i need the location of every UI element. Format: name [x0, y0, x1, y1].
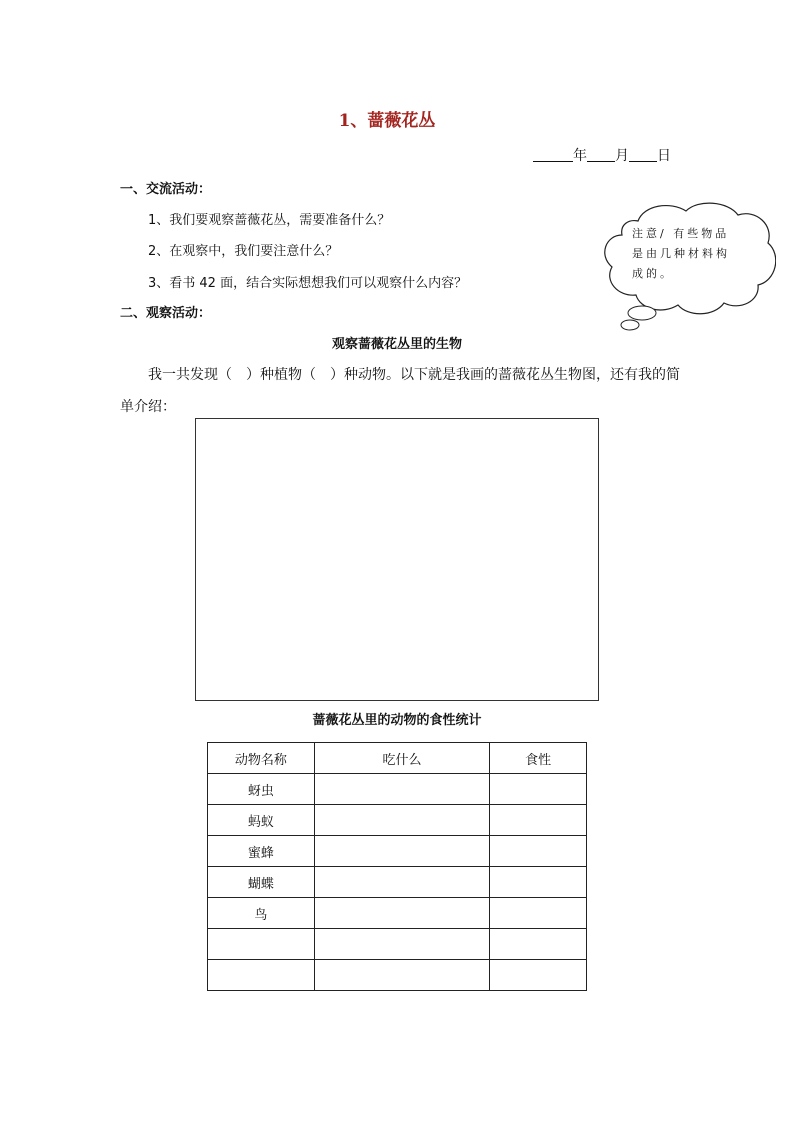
- section1-heading: 一、交流活动：: [120, 182, 212, 197]
- diet-table: [207, 742, 587, 991]
- food-cell[interactable]: [314, 836, 490, 867]
- food-cell[interactable]: [314, 898, 490, 929]
- diet-cell[interactable]: [490, 836, 587, 867]
- animal-cell[interactable]: [208, 960, 315, 991]
- day-label: 日: [657, 148, 671, 164]
- food-cell[interactable]: [314, 960, 490, 991]
- diet-cell[interactable]: [490, 774, 587, 805]
- table-row: [208, 836, 587, 867]
- diet-cell[interactable]: [490, 805, 587, 836]
- question-2: 2、在观察中，我们要注意什么？: [148, 244, 339, 259]
- diet-cell[interactable]: [490, 867, 587, 898]
- intro-line-2: 单介绍：: [120, 399, 176, 415]
- year-blank[interactable]: [533, 147, 573, 162]
- diet-cell[interactable]: [490, 960, 587, 991]
- year-label: 年: [573, 148, 587, 164]
- diet-cell[interactable]: [490, 929, 587, 960]
- observe-subtitle: 观察蔷薇花丛里的生物: [331, 337, 462, 352]
- food-cell[interactable]: [314, 929, 490, 960]
- animal-cell[interactable]: [208, 929, 315, 960]
- month-blank[interactable]: [587, 147, 615, 162]
- animal-cell: 蜜蜂: [208, 836, 315, 867]
- header-diet: 食性: [490, 743, 587, 774]
- note-text: 注意/ 有些物品是由几种材料构成的。: [632, 227, 730, 280]
- table-row: [208, 960, 587, 991]
- day-blank[interactable]: [629, 147, 657, 162]
- table-row: [208, 929, 587, 960]
- header-animal: 动物名称: [208, 743, 315, 774]
- month-label: 月: [615, 148, 629, 164]
- question-1: 1、我们要观察蔷薇花丛，需要准备什么？: [148, 213, 391, 228]
- food-cell[interactable]: [314, 805, 490, 836]
- table-row: [208, 867, 587, 898]
- intro-line-1: 我一共发现（ ）种植物（ ）种动物。以下就是我画的蔷薇花丛生物图，还有我的简: [148, 367, 680, 383]
- animal-cell: 蚂蚁: [208, 805, 315, 836]
- food-cell[interactable]: [314, 867, 490, 898]
- section2-heading: 二、观察活动：: [120, 306, 212, 321]
- question-3: 3、看书 42 面，结合实际想想我们可以观察什么内容？: [148, 276, 468, 291]
- table-header-row: [208, 743, 587, 774]
- drawing-area[interactable]: [195, 418, 599, 701]
- table-title: 蔷薇花丛里的动物的食性统计: [312, 713, 482, 728]
- animal-cell: 蚜虫: [208, 774, 315, 805]
- date-line: [533, 145, 671, 165]
- animal-cell: 鸟: [208, 898, 315, 929]
- table-row: [208, 805, 587, 836]
- table-row: [208, 774, 587, 805]
- diet-cell[interactable]: [490, 898, 587, 929]
- header-food: 吃什么: [314, 743, 490, 774]
- animal-cell: 蝴蝶: [208, 867, 315, 898]
- table-row: [208, 898, 587, 929]
- page-title: 1、蔷薇花丛: [338, 111, 436, 131]
- food-cell[interactable]: [314, 774, 490, 805]
